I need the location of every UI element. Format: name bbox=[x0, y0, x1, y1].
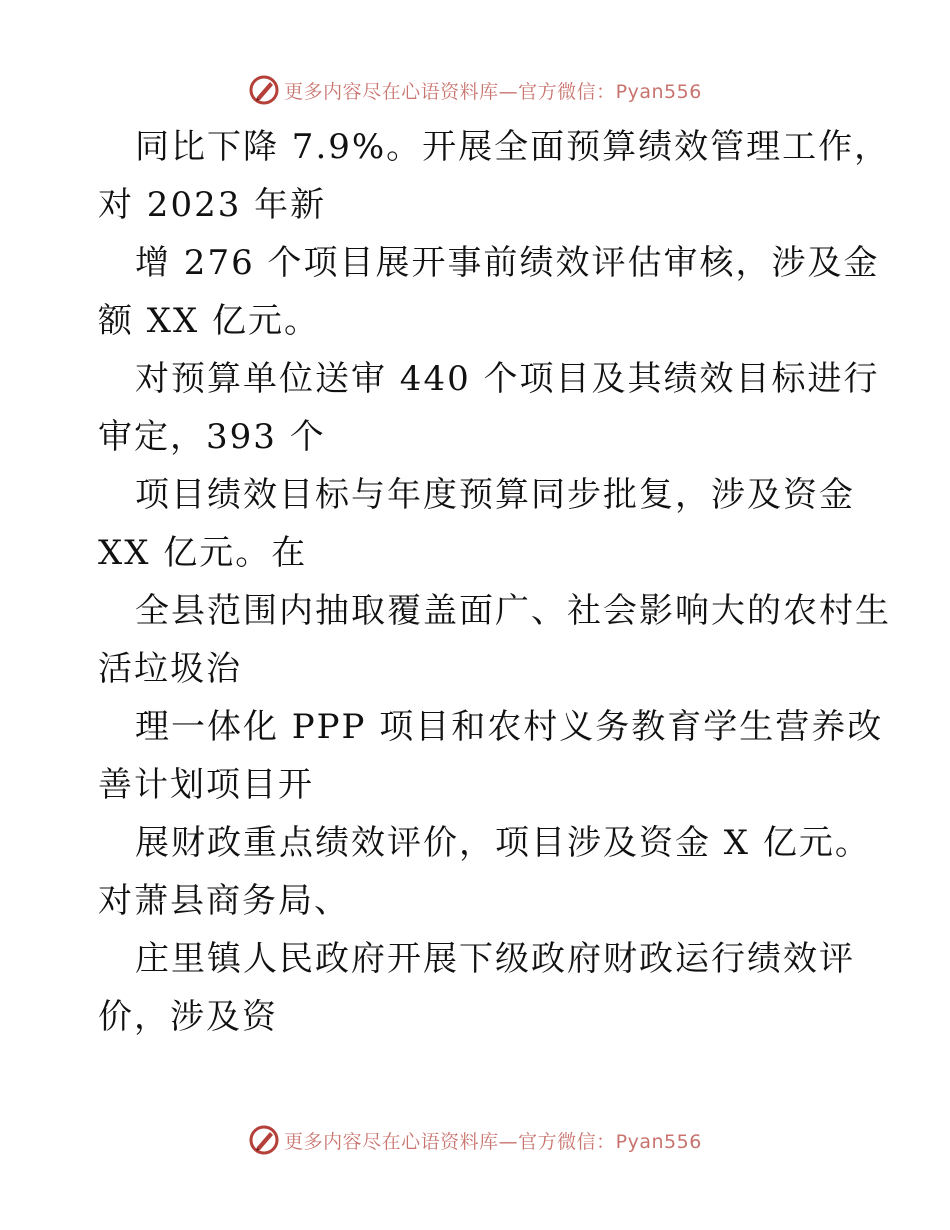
text-line: 善计划项目开 bbox=[98, 765, 314, 805]
text-line: 庄里镇人民政府开展下级政府财政运行绩效评 bbox=[135, 939, 855, 979]
text-line: 全县范围内抽取覆盖面广、社会影响大的农村生 bbox=[135, 591, 891, 631]
pen-circle-icon bbox=[248, 1124, 280, 1156]
text-line: 对预算单位送审 440 个项目及其绩效目标进行 bbox=[135, 359, 880, 399]
text-line: 对萧县商务局、 bbox=[98, 881, 350, 921]
text-line: 对 2023 年新 bbox=[98, 185, 327, 225]
text-line: 额 XX 亿元。 bbox=[98, 301, 321, 341]
watermark-text: 更多内容尽在心语资料库—官方微信：Pyan556 bbox=[284, 1130, 702, 1153]
text-line: 增 276 个项目展开事前绩效评估审核，涉及金 bbox=[135, 243, 880, 283]
text-line: 展财政重点绩效评价，项目涉及资金 X 亿元。 bbox=[135, 823, 871, 863]
text-line: XX 亿元。在 bbox=[98, 533, 308, 573]
text-line: 审定，393 个 bbox=[98, 417, 326, 457]
header-watermark bbox=[0, 70, 950, 110]
text-line: 活垃圾治 bbox=[98, 649, 242, 689]
text-line: 理一体化 PPP 项目和农村义务教育学生营养改 bbox=[135, 707, 884, 747]
text-line: 价，涉及资 bbox=[98, 997, 278, 1037]
text-line: 项目绩效目标与年度预算同步批复，涉及资金 bbox=[135, 475, 855, 515]
footer-watermark bbox=[0, 1120, 950, 1160]
text-line: 同比下降 7.9%。开展全面预算绩效管理工作， bbox=[135, 127, 891, 167]
watermark-text: 更多内容尽在心语资料库—官方微信：Pyan556 bbox=[284, 80, 702, 103]
pen-circle-icon bbox=[248, 74, 280, 106]
